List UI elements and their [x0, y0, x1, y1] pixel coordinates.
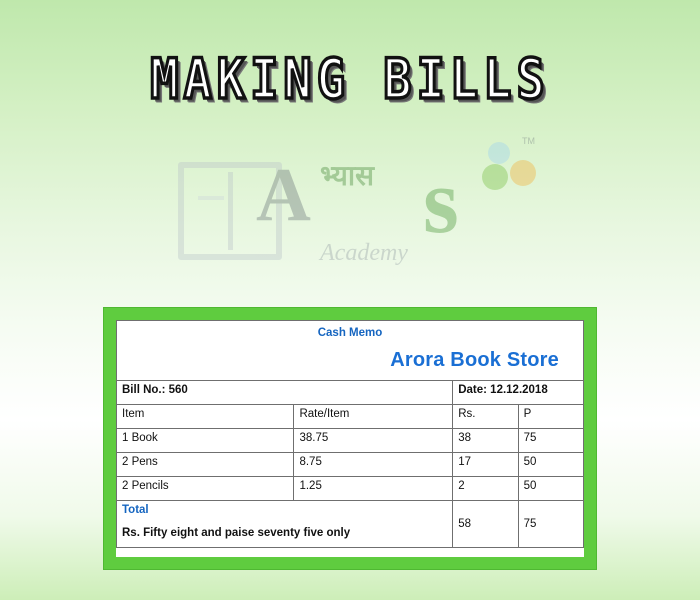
bill-header	[116, 320, 584, 380]
table-row	[117, 429, 584, 453]
logo-s-letter: s	[423, 150, 459, 252]
cash-memo-title: Cash Memo	[317, 327, 383, 339]
logo-hindi-text: भ्यास	[320, 160, 375, 191]
table-header-row	[117, 405, 584, 429]
bill-date: Date: 12.12.2018	[453, 381, 584, 405]
cell-p: 75	[518, 429, 583, 453]
table-row	[117, 453, 584, 477]
cell-rate: 1.25	[294, 477, 453, 501]
column-header-item: Item	[117, 405, 294, 429]
bill-inner	[116, 320, 584, 557]
bill-table	[116, 380, 584, 548]
column-header-p: P	[518, 405, 583, 429]
trademark-mark: TM	[522, 136, 535, 146]
cell-item: 2 Pencils	[117, 477, 294, 501]
table-row-billinfo	[117, 381, 584, 405]
cell-item: 2 Pens	[117, 453, 294, 477]
cell-rs: 38	[453, 429, 518, 453]
store-name: Arora Book Store	[390, 349, 559, 371]
cell-item: 1 Book	[117, 429, 294, 453]
table-row	[117, 477, 584, 501]
total-label: Total	[117, 501, 453, 525]
logo-dots-icon	[470, 136, 540, 210]
column-header-rate: Rate/Item	[294, 405, 453, 429]
book-icon	[178, 162, 282, 260]
total-rs: 58	[453, 501, 518, 548]
bill-number: Bill No.: 560	[117, 381, 453, 405]
cell-rate: 8.75	[294, 453, 453, 477]
page-title	[0, 47, 700, 112]
page-title-text: MAKING BILLS	[150, 47, 550, 112]
table-row-total-label	[117, 501, 584, 525]
cell-p: 50	[518, 477, 583, 501]
logo-letter: A	[256, 153, 309, 237]
cell-rate: 38.75	[294, 429, 453, 453]
bill-card	[103, 307, 597, 570]
watermark-logo	[0, 136, 700, 290]
logo-subtitle: Academy	[320, 240, 408, 266]
total-p: 75	[518, 501, 583, 548]
cell-rs: 17	[453, 453, 518, 477]
amount-in-words: Rs. Fifty eight and paise seventy five only	[117, 524, 453, 548]
cell-rs: 2	[453, 477, 518, 501]
cell-p: 50	[518, 453, 583, 477]
column-header-rs: Rs.	[453, 405, 518, 429]
